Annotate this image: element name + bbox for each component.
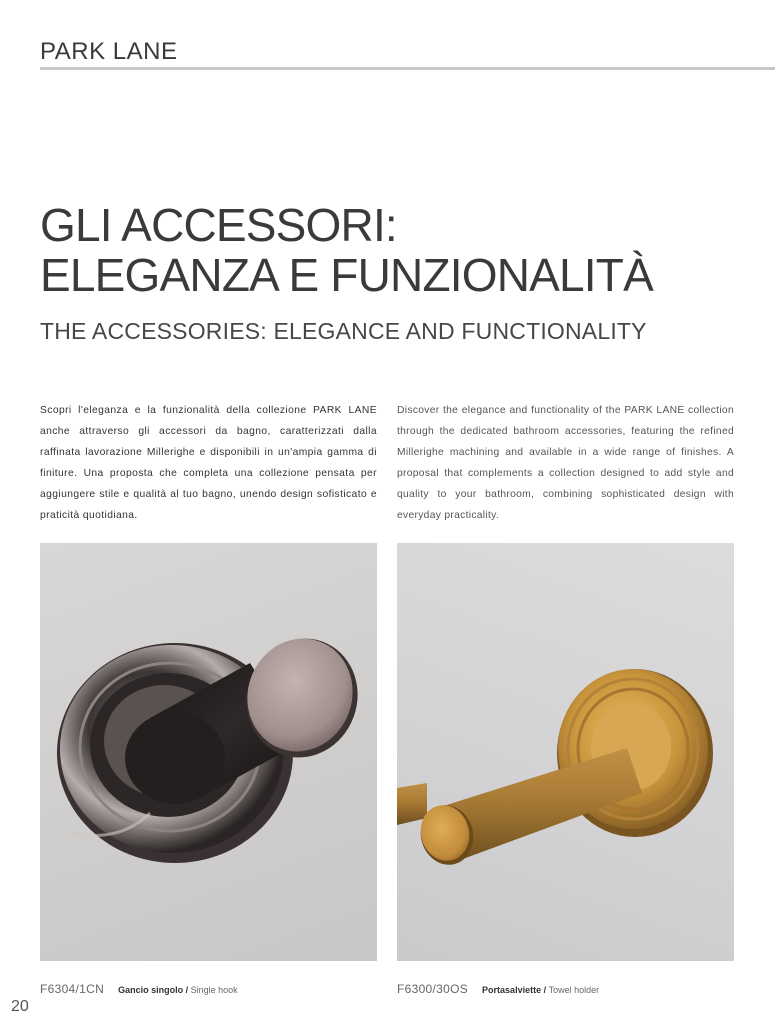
caption-single-hook	[40, 982, 238, 996]
product-name-italian: Gancio singolo	[118, 985, 184, 995]
title-line-1: GLI ACCESSORI:	[40, 199, 397, 251]
header-rule	[40, 67, 775, 70]
brand-header	[40, 38, 177, 66]
caption-towel-holder	[397, 982, 599, 996]
page-title	[40, 200, 740, 300]
product-photo-single-hook	[40, 543, 377, 961]
page-number: 20	[11, 998, 29, 1015]
product-name-english: Single hook	[190, 985, 238, 995]
brand-part-2: LANE	[112, 38, 178, 65]
product-code: F6300/30OS	[397, 982, 469, 996]
page-subtitle: THE ACCESSORIES: ELEGANCE AND FUNCTIONALITY	[40, 318, 647, 344]
title-line-2: ELEGANZA E FUNZIONALITÀ	[40, 249, 653, 301]
caption-separator: /	[183, 985, 191, 995]
body-text-italian: Scopri l'eleganza e la funzionalità della collezione PARK LANE anche attraverso gli accessori da bagno, caratterizzati dalla raffinata lavorazione Millerighe e disponibili in un'ampia gamma di finiture. Una proposta che completa una collezione pensata per aggiungere stile e qualità al tuo bagno, unendo design sofisticato e praticità quotidiana.	[40, 405, 377, 521]
caption-separator: /	[541, 985, 549, 995]
product-photo-towel-holder	[397, 543, 734, 961]
product-name-italian: Portasalviette	[482, 985, 542, 995]
product-code: F6304/1CN	[40, 982, 105, 996]
body-text-english: Discover the elegance and functionality of the PARK LANE collection through the dedicated bathroom accessories, featuring the refined Millerighe machining and available in a wide range of finishes. A proposal that complements a collection designed to add style and quality to your bathroom, combining sophisticated design with everyday practicality.	[397, 405, 734, 521]
product-name-english: Towel holder	[548, 985, 600, 995]
brand-part-1: PARK	[40, 38, 113, 65]
